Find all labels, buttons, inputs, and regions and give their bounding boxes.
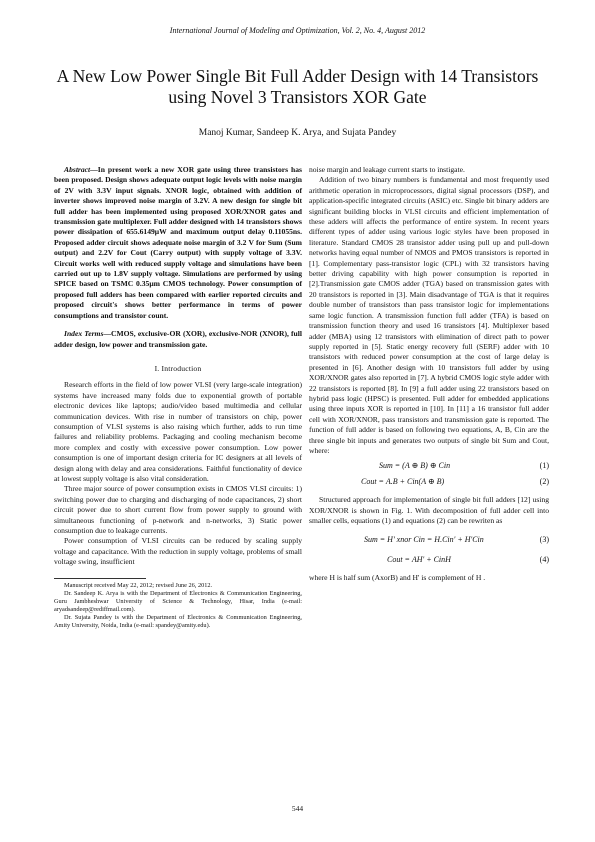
abstract-label: Abstract <box>64 165 91 174</box>
right-paragraph-2: Addition of two binary numbers is fundamental and most frequently used arithmetic operation in microprocessors, digital signal processors (DSP), and application-specific integrated circuits (ASIC) etc. Single bit binary adders are significant building blocks in VLSI circuits and efficient implementation of these adders will affects the performance of entire system. In recent years different types of adder using various logic styles have been proposed in literature. Standard CMOS 28 transistor adder using pull up and pull-down networks having equal number of NMOS and PMOS transistors is reported in [1]. Complementary pass-transistor logic (CPL) with 32 transistors having better driving capability with high power consumption is reported in [2].Transmission gate CMOS adder (TGA) based on transmission gates with 20 transistors is reported in [3]. Main disadvantage of TGA is that it requires double number of transistors than pass transistor logic for implementations same logic function. A transmission function full adder (TFA) is based on transmission function theory and used 16 transistors [4]. Multiplexer based adder (MBA) using 12 transistors with elimination of direct path to power supply reported in [5]. Static energy recovery full (SERF) adder with 10 transistors with reduced power consumption at the cost of large delay is presented in [6]. Another design with 10 transistors full adder by using XOR/XNOR gates also reported in [7]. A hybrid CMOS logic style adder with 22 transistors is reported [8]. In [9] a full adder using 22 transistors based on hybrid pass logic (HPSC) is presented. Full adder for embedded applications using three inputs XOR is reported in [10]. In [11] a 16 transistor full adder cell with XOR/XNOR, pass transistors and transmission gate is reported. The function of full adder is based on following two equations, A, B, Cin are the three single bit inputs and generates two outputs of single bit Sum and Cout, where: <box>309 175 549 455</box>
page-number: 544 <box>291 804 304 813</box>
right-column <box>309 165 549 583</box>
index-terms-text: —CMOS, exclusive-OR (XOR), exclusive-NOR (XNOR), full adder design, low power and transmission gate. <box>54 329 302 349</box>
equation-4 <box>309 553 549 573</box>
paper-title: A New Low Power Single Bit Full Adder Design with 14 Transistors using Novel 3 Transistors XOR Gate <box>56 66 539 107</box>
equation-2-number: (2) <box>539 477 549 487</box>
equation-2-expr: Cout = A.B + Cin(A ⊕ B) <box>361 477 445 487</box>
equation-3-expr: Sum = H' xnor Cin = H.Cin' + H'Cin <box>364 534 484 544</box>
index-terms <box>54 329 302 350</box>
equation-1-number: (1) <box>539 461 549 471</box>
intro-paragraph-2: Three major source of power consumption exists in CMOS VLSI circuits: 1) switching power due to charging and discharging of node capacitances, 2) short circuit power due to short current flow from power supply to ground with simultaneous functioning of p-network and n-networks, 3) Static power consumption due to leakage currents. <box>54 484 302 535</box>
footnote-rule <box>54 578 146 579</box>
abstract-text: —In present work a new XOR gate using three transistors has been proposed. Design shows adequate output logic levels with noise margin of 2V with 3.3V input signals. XNOR logic, obtained with addition of inverter shows improved noise margin of 3.2V. A new design for single bit full adder has been implemented using proposed XOR/XNOR gates and transmission gate multiplexer. Full adder designed with 14 transistors shows power dissipation of 655.6149μW and maximum output delay 0.11055ns. Proposed adder circuit shows adequate noise margin of 3.2 V for Sum (Sum output) and 2.2V for Cout (Carry output) with supply voltage of 3.3V. Circuit works well with reduced supply voltage and simulations have been carried out up to 1.8V supply voltage. Simulations are performed by using SPICE based on TSMC 0.35μm CMOS technology. Power consumption of proposed full adders has been compared with earlier reported circuits and proposed circuit's shows better performance in terms of power consumptions and transistor count. <box>54 165 302 320</box>
intro-paragraph-3: Power consumption of VLSI circuits can be reduced by scaling supply voltage and capacitance. With the reduction in supply voltage, problems of small voltage swing, insufficient <box>54 536 302 567</box>
equation-3-number: (3) <box>539 534 549 544</box>
footnote-manuscript: Manuscript received May 22, 2012; revised June 26, 2012. <box>64 581 213 589</box>
equation-4-number: (4) <box>539 554 549 564</box>
closing-text: where H is half sum (AxorB) and H' is complement of H . <box>309 572 486 582</box>
left-column <box>54 165 302 630</box>
footnote-author-pandey: Dr. Sujata Pandey is with the Department of Electronics & Communication Engineering, Amity University, Noida, India (e-mail: spandey@amity.edu). <box>54 613 302 629</box>
equation-3 <box>309 533 549 553</box>
index-terms-label: Index Terms <box>64 329 104 339</box>
author-list: Manoj Kumar, Sandeep K. Arya, and Sujata Pandey <box>198 128 397 138</box>
equation-2 <box>309 475 549 491</box>
journal-header: International Journal of Modeling and Optimization, Vol. 2, No. 4, August 2012 <box>169 26 426 35</box>
abstract <box>54 165 302 321</box>
intro-paragraph-1: Research efforts in the field of low power VLSI (very large-scale integration) systems have increased many folds due to exponential growth of portable electronic devices like laptops; audio/video based multimedia and cellular communication devices. With rise in number of transistors on chip, power consumption of VLSI systems is also raising which further, adds to run time failures and reliability problems. Packaging and cooling mechanism become more complex and costly with excessive power consumption. Low power consumption is one of important design criteria for IC designers at all levels of design along with delay and area considerations. Faithful functionality of device at lowest supply voltage is also vital consideration. <box>54 380 302 483</box>
equation-4-expr: Cout = AH' + CinH <box>387 554 451 564</box>
equation-1-expr: Sum = (A ⊕ B) ⊕ Cin <box>379 461 451 471</box>
footnote-author-arya: Dr. Sandeep K. Arya is with the Department of Electronics & Communication Engineering, Guru Jambheshwar University of Science & Technology, Hisar, India (e-mail: aryadsandeep@rediffmail.com). <box>54 589 302 613</box>
right-paragraph-3: Structured approach for implementation of single bit full adders [12] using XOR/XNOR is shown in Fig. 1. With decomposition of full adder cell into smaller cells, equations (1) and equations (2) can be rewriten as <box>309 495 549 526</box>
section-heading: I. Introduction <box>154 363 202 373</box>
right-paragraph-1: noise margin and leakage current starts to instigate. <box>309 165 465 174</box>
equation-1 <box>309 459 549 475</box>
